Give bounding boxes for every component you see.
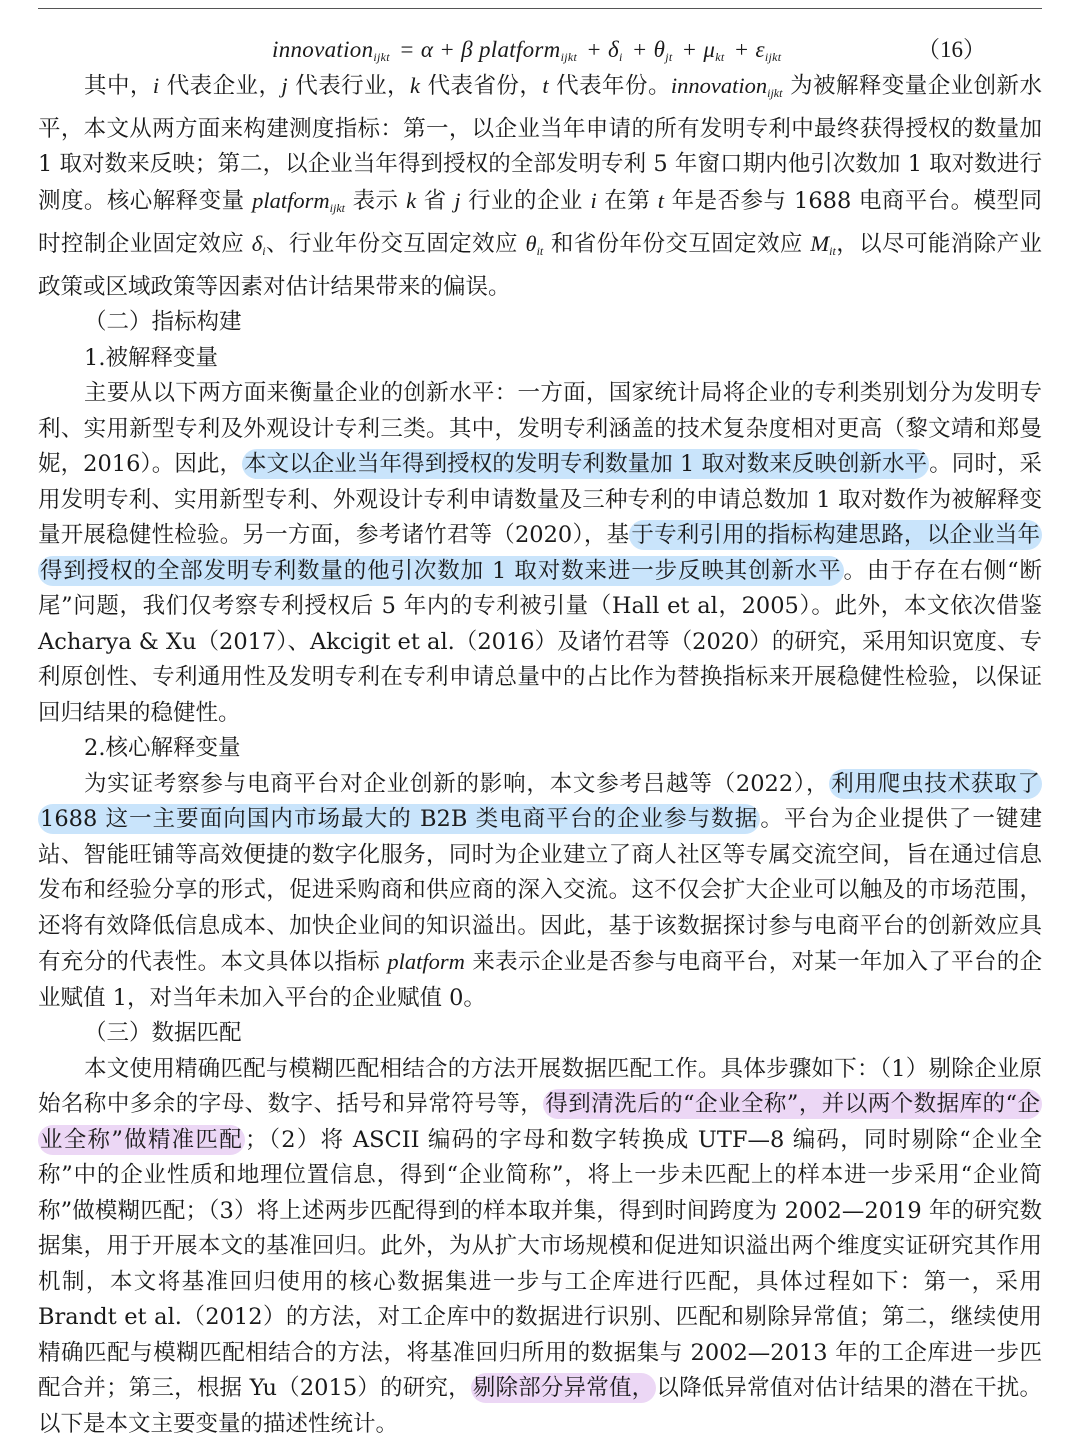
paragraph-data-matching: 本文使用精确匹配与模糊匹配相结合的方法开展数据匹配工作。具体步骤如下：（1）剔除企业原始名称中多余的字母、数字、括号和异常符号等，得到清洗后的“企业全称”，并以两个数据库的“企业全称”做精准匹配；（2）将 ASCII 编码的字母和数字转换成 UTF—8 编码，同时剔除“企业全称”中的企业性质和地理位置信息，得到“企业简称”，将上一步未匹配上的样本进一步采用“企业简称”做模糊匹配；（3）将上述两步匹配得到的样本取并集，得到时间跨度为 2002—2019 年的研究数据集，用于开展本文的基准回归。此外，为从扩大市场规模和促进知识溢出两个维度实证研究其作用机制，本文将基准回归使用的核心数据集进一步与工企库进行匹配，具体过程如下：第一，采用 Brandt et al.（2012）的方法，对工企库中的数据进行识别、匹配和剔除异常值；第二，继续使用精确匹配与模糊匹配相结合的方法，将基准回归所用的数据集与 2002—2013 年的工企库进一步匹配合并；第三，根据 Yu（2015）的研究，剔除部分异常值，以降低异常值对估计结果的潜在干扰。以下是本文主要变量的描述性统计。	[38, 1052, 1042, 1442]
highlight-blue-1: 本文以企业当年得到授权的发明专利数量加 1 取对数来反映创新水平	[242, 449, 929, 479]
equation-16	[38, 30, 1042, 68]
subsection-heading-dependent-variable: 1.被解释变量	[38, 341, 1042, 377]
highlight-blue-2: 于专利引用的指标构建思路，以企业当年得到授权的全部发明专利数量的他引次数加 1 取对数来进一步反映其创新水平	[38, 520, 1042, 586]
highlight-purple-1: 得到清洗后的“企业全称”，并以两个数据库的“企业全称”做精准匹配	[38, 1089, 1042, 1155]
paragraph-core-variable: 为实证考察参与电商平台对企业创新的影响，本文参考吕越等（2022），利用爬虫技术获取了 1688 这一主要面向国内市场最大的 B2B 类电商平台的企业参与数据。平台为企业提供了一键建站、智能旺铺等高效便捷的数字化服务，同时为企业建立了商人社区等专属交流空间，旨在通过信息发布和经验分享的形式，促进采购商和供应商的深入交流。这不仅会扩大企业可以触及的市场范围，还将有效降低信息成本、加快企业间的知识溢出。因此，基于该数据探讨参与电商平台的创新效应具有充分的代表性。本文具体以指标 platform 来表示企业是否参与电商平台，对某一年加入了平台的企业赋值 1，对当年未加入平台的企业赋值 0。	[38, 767, 1042, 1017]
paragraph-variables: 其中，i 代表企业，j 代表行业，k 代表省份，t 代表年份。innovation$_{ijkt}$ 为被解释变量企业创新水平，本文从两方面来构建测度指标：第一，以企业当年申请的所有发明专利中最终获得授权的数量加 1 取对数来反映；第二，以企业当年得到授权的全部发明专利 5 年窗口期内他引次数加 1 取对数进行测度。核心解释变量 platform$_{ijkt}$ 表示 k 省 j 行业的企业 i 在第 t 年是否参与 1688 电商平台。模型同时控制企业固定效应 $\delta_i$、行业年份交互固定效应 $\theta_{it}$ 和省份年份交互固定效应 $M_{it}$，以尽可能消除产业政策或区域政策等因素对估计结果带来的偏误。	[38, 68, 1042, 305]
equation-number: （16）	[917, 32, 986, 68]
section-heading-3: （三）数据匹配	[38, 1016, 1042, 1052]
subsection-heading-core-variable: 2.核心解释变量	[38, 731, 1042, 767]
equation-formula: innovation$_{ijkt}$ = α + β platform$_{ijkt}$ + $\delta_i + \theta_{jt} + \mu_{kt} + \varepsilon_{ijkt}$	[272, 32, 784, 76]
highlight-purple-2: 剔除部分异常值，	[471, 1373, 657, 1403]
top-rule	[38, 8, 1042, 9]
paper-page	[38, 30, 1042, 1442]
section-heading-2: （二）指标构建	[38, 305, 1042, 341]
highlight-blue-3: 利用爬虫技术获取了 1688 这一主要面向国内市场最大的 B2B 类电商平台的企业参与数据	[38, 769, 1042, 835]
paragraph-dependent-variable: 主要从以下两方面来衡量企业的创新水平：一方面，国家统计局将企业的专利类别划分为发明专利、实用新型专利及外观设计专利三类。其中，发明专利涵盖的技术复杂度相对更高（黎文靖和郑曼妮，2016）。因此，本文以企业当年得到授权的发明专利数量加 1 取对数来反映创新水平。同时，采用发明专利、实用新型专利、外观设计专利申请数量及三种专利的申请总数加 1 取对数作为被解释变量开展稳健性检验。另一方面，参考诸竹君等（2020），基于专利引用的指标构建思路，以企业当年得到授权的全部发明专利数量的他引次数加 1 取对数来进一步反映其创新水平。由于存在右侧“断尾”问题，我们仅考察专利授权后 5 年内的专利被引量（Hall et al，2005）。此外，本文依次借鉴 Acharya & Xu（2017）、Akcigit et al.（2016）及诸竹君等（2020）的研究，采用知识宽度、专利原创性、专利通用性及发明专利在专利申请总量中的占比作为替换指标来开展稳健性检验，以保证回归结果的稳健性。	[38, 376, 1042, 731]
